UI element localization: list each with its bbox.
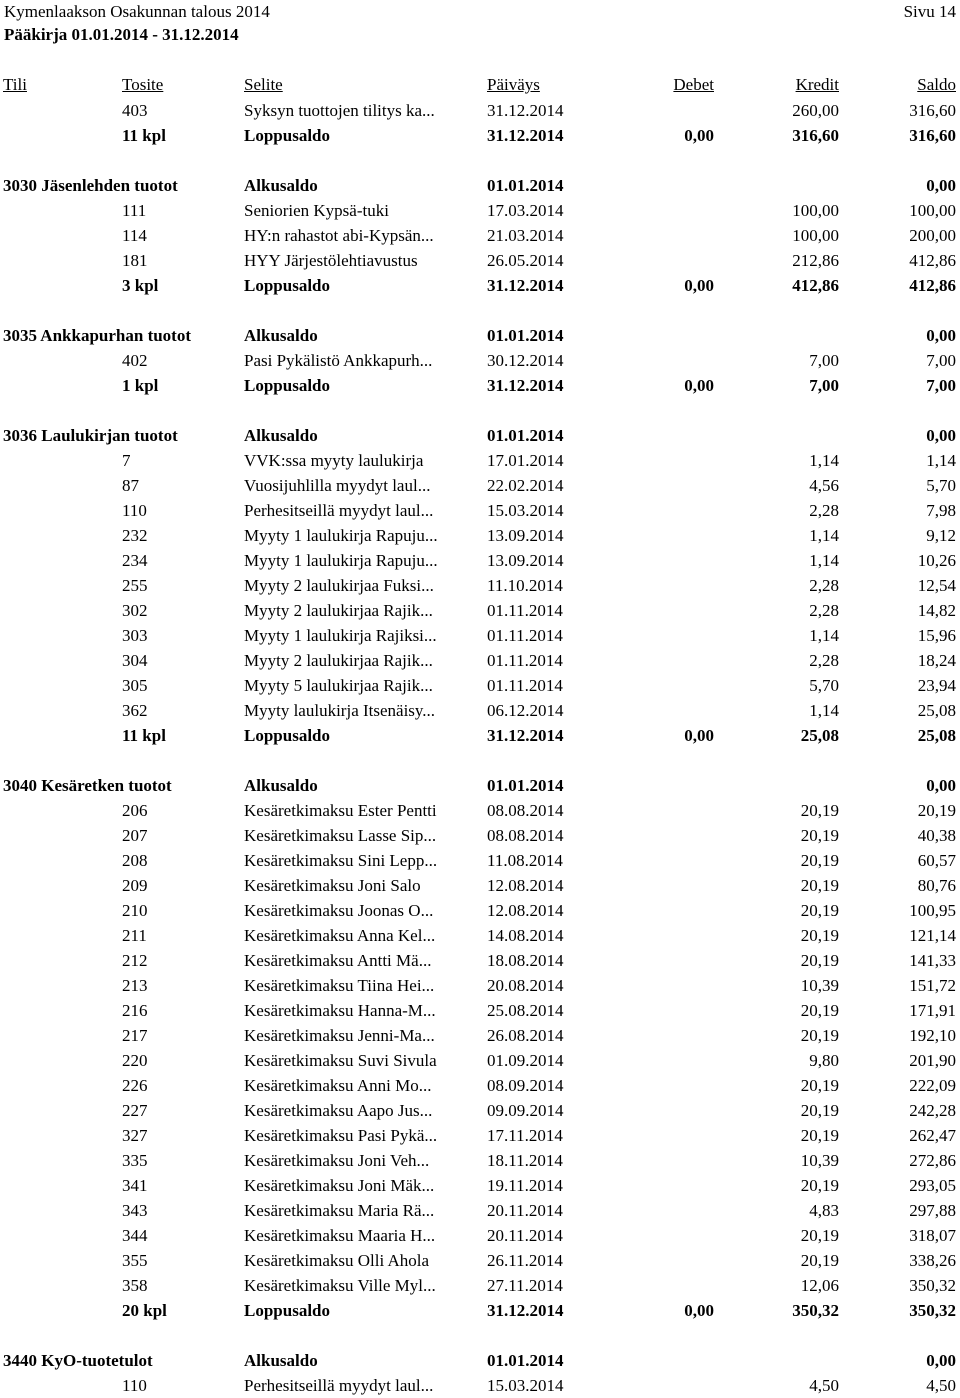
date-cell: 31.12.2014 (487, 1301, 564, 1320)
selite-cell: Kesäretkimaksu Ville Myl... (244, 1276, 436, 1295)
selite-cell: Alkusaldo (244, 176, 318, 195)
selite-cell: Myyty 2 laulukirjaa Rajik... (244, 651, 433, 670)
selite-cell: Myyty 5 laulukirjaa Rajik... (244, 676, 433, 695)
account-cell: 3440 KyO-tuotetulot (3, 1351, 153, 1370)
date-cell: 11.08.2014 (487, 851, 563, 870)
saldo-cell: 7,98 (926, 501, 956, 520)
kredit-cell: 1,14 (809, 626, 839, 645)
date-cell: 25.08.2014 (487, 1001, 564, 1020)
tosite-cell: 304 (122, 651, 148, 670)
debet-cell: 0,00 (684, 1301, 714, 1320)
table-row (0, 498, 960, 523)
column-header-selite[interactable]: Selite (244, 75, 283, 94)
tosite-cell: 227 (122, 1101, 148, 1120)
kredit-cell: 212,86 (792, 251, 839, 270)
saldo-cell: 272,86 (909, 1151, 956, 1170)
tosite-cell: 343 (122, 1201, 148, 1220)
date-cell: 18.11.2014 (487, 1151, 563, 1170)
kredit-cell: 20,19 (800, 1076, 839, 1095)
date-cell: 01.01.2014 (487, 176, 564, 195)
saldo-cell: 14,82 (917, 601, 956, 620)
kredit-cell: 20,19 (800, 1251, 839, 1270)
tosite-cell: 217 (122, 1026, 148, 1045)
selite-cell: Kesäretkimaksu Jenni-Ma... (244, 1026, 435, 1045)
total-row (0, 723, 960, 748)
table-row (0, 1073, 960, 1098)
selite-cell: Kesäretkimaksu Anna Kel... (244, 926, 436, 945)
kredit-cell: 316,60 (792, 126, 839, 145)
spacer-row (0, 1323, 960, 1348)
kredit-cell: 20,19 (800, 901, 839, 920)
date-cell: 31.12.2014 (487, 126, 564, 145)
total-row (0, 123, 960, 148)
tosite-cell: 209 (122, 876, 148, 895)
date-cell: 12.08.2014 (487, 901, 564, 920)
tosite-cell: 3 kpl (122, 276, 159, 295)
date-cell: 26.05.2014 (487, 251, 564, 270)
kredit-cell: 20,19 (800, 876, 839, 895)
table-row (0, 548, 960, 573)
date-cell: 30.12.2014 (487, 351, 564, 370)
date-cell: 01.11.2014 (487, 626, 563, 645)
table-row (0, 873, 960, 898)
saldo-cell: 293,05 (909, 1176, 956, 1195)
saldo-cell: 171,91 (909, 1001, 956, 1020)
table-row (0, 848, 960, 873)
table-row (0, 798, 960, 823)
account-cell: 3036 Laulukirjan tuotot (3, 426, 178, 445)
tosite-cell: 114 (122, 226, 147, 245)
selite-cell: Myyty 1 laulukirja Rapuju... (244, 526, 438, 545)
table-row (0, 98, 960, 123)
date-cell: 01.01.2014 (487, 426, 564, 445)
selite-cell: Kesäretkimaksu Anni Mo... (244, 1076, 432, 1095)
table-row (0, 823, 960, 848)
tosite-cell: 110 (122, 1376, 147, 1395)
saldo-cell: 316,60 (909, 126, 956, 145)
table-row (0, 348, 960, 373)
tosite-cell: 111 (122, 201, 147, 220)
date-cell: 31.12.2014 (487, 276, 564, 295)
saldo-cell: 100,95 (909, 901, 956, 920)
account-cell: 3035 Ankkapurhan tuotot (3, 326, 192, 345)
saldo-cell: 4,50 (926, 1376, 956, 1395)
table-row (0, 923, 960, 948)
kredit-cell: 350,32 (792, 1301, 839, 1320)
saldo-cell: 10,26 (917, 551, 956, 570)
column-header-paivays[interactable]: Päiväys (487, 75, 540, 94)
saldo-cell: 350,32 (909, 1276, 956, 1295)
selite-cell: HY:n rahastot abi-Kypsän... (244, 226, 434, 245)
date-cell: 20.11.2014 (487, 1201, 563, 1220)
kredit-cell: 4,50 (809, 1376, 839, 1395)
selite-cell: Myyty 1 laulukirja Rapuju... (244, 551, 438, 570)
saldo-cell: 0,00 (926, 176, 956, 195)
selite-cell: Kesäretkimaksu Suvi Sivula (244, 1051, 437, 1070)
debet-cell: 0,00 (684, 726, 714, 745)
table-row (0, 448, 960, 473)
saldo-cell: 350,32 (909, 1301, 956, 1320)
saldo-cell: 0,00 (926, 1351, 956, 1370)
tosite-cell: 210 (122, 901, 148, 920)
saldo-cell: 412,86 (909, 251, 956, 270)
date-cell: 01.01.2014 (487, 776, 564, 795)
saldo-cell: 0,00 (926, 426, 956, 445)
total-row (0, 273, 960, 298)
kredit-cell: 2,28 (809, 501, 839, 520)
selite-cell: Kesäretkimaksu Sini Lepp... (244, 851, 438, 870)
date-cell: 01.01.2014 (487, 1351, 564, 1370)
date-cell: 01.09.2014 (487, 1051, 564, 1070)
kredit-cell: 10,39 (800, 976, 839, 995)
saldo-cell: 151,72 (909, 976, 956, 995)
saldo-cell: 23,94 (917, 676, 956, 695)
column-header-kredit[interactable]: Kredit (795, 75, 839, 94)
selite-cell: Kesäretkimaksu Lasse Sip... (244, 826, 437, 845)
date-cell: 15.03.2014 (487, 501, 564, 520)
selite-cell: Kesäretkimaksu Ester Pentti (244, 801, 437, 820)
table-row (0, 573, 960, 598)
kredit-cell: 2,28 (809, 651, 839, 670)
tosite-cell: 255 (122, 576, 148, 595)
table-row (0, 1023, 960, 1048)
date-cell: 26.08.2014 (487, 1026, 564, 1045)
table-row (0, 523, 960, 548)
kredit-cell: 1,14 (809, 701, 839, 720)
tosite-cell: 335 (122, 1151, 148, 1170)
table-row (0, 248, 960, 273)
table-row (0, 1098, 960, 1123)
kredit-cell: 20,19 (800, 1001, 839, 1020)
date-cell: 12.08.2014 (487, 876, 564, 895)
tosite-cell: 226 (122, 1076, 148, 1095)
date-cell: 01.11.2014 (487, 601, 563, 620)
tosite-cell: 355 (122, 1251, 148, 1270)
kredit-cell: 7,00 (809, 376, 839, 395)
date-cell: 20.11.2014 (487, 1226, 563, 1245)
kredit-cell: 20,19 (800, 826, 839, 845)
kredit-cell: 260,00 (792, 101, 839, 120)
tosite-cell: 207 (122, 826, 148, 845)
saldo-cell: 0,00 (926, 776, 956, 795)
table-row (0, 998, 960, 1023)
tosite-cell: 402 (122, 351, 148, 370)
saldo-cell: 80,76 (917, 876, 956, 895)
table-row (0, 1223, 960, 1248)
saldo-cell: 1,14 (926, 451, 956, 470)
kredit-cell: 2,28 (809, 601, 839, 620)
report-title: Pääkirja 01.01.2014 - 31.12.2014 (4, 25, 239, 44)
date-cell: 17.03.2014 (487, 201, 564, 220)
date-cell: 31.12.2014 (487, 726, 564, 745)
kredit-cell: 20,19 (800, 1026, 839, 1045)
kredit-cell: 20,19 (800, 801, 839, 820)
date-cell: 13.09.2014 (487, 551, 564, 570)
spacer-row (0, 298, 960, 323)
kredit-cell: 20,19 (800, 1126, 839, 1145)
saldo-cell: 15,96 (917, 626, 956, 645)
tosite-cell: 20 kpl (122, 1301, 167, 1320)
tosite-cell: 87 (122, 476, 139, 495)
spacer-row (0, 398, 960, 423)
table-row (0, 948, 960, 973)
date-cell: 01.11.2014 (487, 676, 563, 695)
account-header-row (0, 773, 960, 798)
kredit-cell: 12,06 (800, 1276, 839, 1295)
selite-cell: Loppusaldo (244, 726, 330, 745)
tosite-cell: 11 kpl (122, 126, 166, 145)
saldo-cell: 40,38 (917, 826, 956, 845)
tosite-cell: 181 (122, 251, 148, 270)
saldo-cell: 141,33 (909, 951, 956, 970)
kredit-cell: 20,19 (800, 851, 839, 870)
date-cell: 19.11.2014 (487, 1176, 563, 1195)
selite-cell: Kesäretkimaksu Joni Veh... (244, 1151, 430, 1170)
selite-cell: Kesäretkimaksu Joni Salo (244, 876, 421, 895)
tosite-cell: 403 (122, 101, 148, 120)
table-row (0, 598, 960, 623)
tosite-cell: 358 (122, 1276, 148, 1295)
kredit-cell: 1,14 (809, 526, 839, 545)
column-header-debet[interactable]: Debet (673, 75, 714, 94)
saldo-cell: 0,00 (926, 326, 956, 345)
ledger-table (0, 98, 960, 1398)
selite-cell: Kesäretkimaksu Aapo Jus... (244, 1101, 433, 1120)
column-header-saldo[interactable]: Saldo (917, 75, 956, 94)
table-row (0, 1373, 960, 1398)
tosite-cell: 208 (122, 851, 148, 870)
selite-cell: Loppusaldo (244, 1301, 330, 1320)
column-header-tili[interactable]: Tili (3, 75, 27, 94)
date-cell: 21.03.2014 (487, 226, 564, 245)
kredit-cell: 20,19 (800, 1101, 839, 1120)
date-cell: 31.12.2014 (487, 101, 564, 120)
account-header-row (0, 323, 960, 348)
selite-cell: Seniorien Kypsä-tuki (244, 201, 389, 220)
total-row (0, 373, 960, 398)
account-cell: 3030 Jäsenlehden tuotot (3, 176, 178, 195)
saldo-cell: 222,09 (909, 1076, 956, 1095)
table-row (0, 623, 960, 648)
saldo-cell: 338,26 (909, 1251, 956, 1270)
date-cell: 08.08.2014 (487, 826, 564, 845)
selite-cell: Loppusaldo (244, 376, 330, 395)
tosite-cell: 1 kpl (122, 376, 159, 395)
date-cell: 13.09.2014 (487, 526, 564, 545)
saldo-cell: 262,47 (909, 1126, 956, 1145)
saldo-cell: 316,60 (909, 101, 956, 120)
kredit-cell: 412,86 (792, 276, 839, 295)
kredit-cell: 1,14 (809, 551, 839, 570)
selite-cell: Loppusaldo (244, 126, 330, 145)
selite-cell: Kesäretkimaksu Antti Mä... (244, 951, 432, 970)
saldo-cell: 318,07 (909, 1226, 956, 1245)
kredit-cell: 20,19 (800, 1226, 839, 1245)
selite-cell: Kesäretkimaksu Joni Mäk... (244, 1176, 435, 1195)
tosite-cell: 220 (122, 1051, 148, 1070)
table-row (0, 1173, 960, 1198)
saldo-cell: 9,12 (926, 526, 956, 545)
tosite-cell: 232 (122, 526, 148, 545)
date-cell: 26.11.2014 (487, 1251, 563, 1270)
tosite-cell: 206 (122, 801, 148, 820)
selite-cell: Alkusaldo (244, 426, 318, 445)
date-cell: 01.01.2014 (487, 326, 564, 345)
table-row (0, 223, 960, 248)
kredit-cell: 20,19 (800, 926, 839, 945)
debet-cell: 0,00 (684, 376, 714, 395)
saldo-cell: 25,08 (917, 726, 956, 745)
saldo-cell: 60,57 (917, 851, 956, 870)
saldo-cell: 200,00 (909, 226, 956, 245)
tosite-cell: 213 (122, 976, 148, 995)
tosite-cell: 7 (122, 451, 131, 470)
selite-cell: Kesäretkimaksu Olli Ahola (244, 1251, 430, 1270)
saldo-cell: 412,86 (909, 276, 956, 295)
kredit-cell: 100,00 (792, 201, 839, 220)
date-cell: 06.12.2014 (487, 701, 564, 720)
saldo-cell: 7,00 (926, 351, 956, 370)
table-row (0, 1248, 960, 1273)
table-row (0, 1148, 960, 1173)
tosite-cell: 234 (122, 551, 148, 570)
date-cell: 27.11.2014 (487, 1276, 563, 1295)
date-cell: 17.11.2014 (487, 1126, 563, 1145)
saldo-cell: 297,88 (909, 1201, 956, 1220)
tosite-cell: 216 (122, 1001, 148, 1020)
tosite-cell: 362 (122, 701, 148, 720)
table-row (0, 1198, 960, 1223)
selite-cell: Myyty 1 laulukirja Rajiksi... (244, 626, 437, 645)
column-header-row (0, 75, 960, 97)
page-number: Sivu 14 (903, 2, 956, 21)
selite-cell: Kesäretkimaksu Joonas O... (244, 901, 434, 920)
selite-cell: VVK:ssa myyty laulukirja (244, 451, 424, 470)
tosite-cell: 302 (122, 601, 148, 620)
table-row (0, 973, 960, 998)
saldo-cell: 121,14 (909, 926, 956, 945)
table-row (0, 898, 960, 923)
table-row (0, 1048, 960, 1073)
account-header-row (0, 173, 960, 198)
date-cell: 11.10.2014 (487, 576, 563, 595)
total-row (0, 1298, 960, 1323)
debet-cell: 0,00 (684, 126, 714, 145)
date-cell: 08.09.2014 (487, 1076, 564, 1095)
company-name: Kymenlaakson Osakunnan talous 2014 (4, 2, 270, 21)
kredit-cell: 25,08 (800, 726, 839, 745)
date-cell: 22.02.2014 (487, 476, 564, 495)
saldo-cell: 192,10 (909, 1026, 956, 1045)
selite-cell: Kesäretkimaksu Maaria H... (244, 1226, 436, 1245)
kredit-cell: 20,19 (800, 951, 839, 970)
date-cell: 01.11.2014 (487, 651, 563, 670)
table-row (0, 1123, 960, 1148)
date-cell: 20.08.2014 (487, 976, 564, 995)
tosite-cell: 303 (122, 626, 148, 645)
kredit-cell: 1,14 (809, 451, 839, 470)
spacer-row (0, 148, 960, 173)
selite-cell: Kesäretkimaksu Hanna-M... (244, 1001, 436, 1020)
tosite-cell: 110 (122, 501, 147, 520)
saldo-cell: 25,08 (917, 701, 956, 720)
saldo-cell: 5,70 (926, 476, 956, 495)
kredit-cell: 100,00 (792, 226, 839, 245)
table-row (0, 198, 960, 223)
table-row (0, 698, 960, 723)
debet-cell: 0,00 (684, 276, 714, 295)
account-cell: 3040 Kesäretken tuotot (3, 776, 172, 795)
kredit-cell: 7,00 (809, 351, 839, 370)
kredit-cell: 4,83 (809, 1201, 839, 1220)
kredit-cell: 4,56 (809, 476, 839, 495)
selite-cell: Myyty 2 laulukirjaa Fuksi... (244, 576, 434, 595)
selite-cell: Syksyn tuottojen tilitys ka... (244, 101, 435, 120)
selite-cell: Kesäretkimaksu Pasi Pykä... (244, 1126, 438, 1145)
account-header-row (0, 423, 960, 448)
saldo-cell: 18,24 (917, 651, 956, 670)
tosite-cell: 11 kpl (122, 726, 166, 745)
selite-cell: Loppusaldo (244, 276, 330, 295)
selite-cell: Myyty laulukirja Itsenäisy... (244, 701, 436, 720)
date-cell: 15.03.2014 (487, 1376, 564, 1395)
selite-cell: Perhesitseillä myydyt laul... (244, 501, 434, 520)
date-cell: 14.08.2014 (487, 926, 564, 945)
spacer-row (0, 748, 960, 773)
tosite-cell: 211 (122, 926, 147, 945)
selite-cell: Alkusaldo (244, 1351, 318, 1370)
kredit-cell: 9,80 (809, 1051, 839, 1070)
table-row (0, 673, 960, 698)
selite-cell: HYY Järjestölehtiavustus (244, 251, 418, 270)
date-cell: 17.01.2014 (487, 451, 564, 470)
kredit-cell: 20,19 (800, 1176, 839, 1195)
account-header-row (0, 1348, 960, 1373)
date-cell: 09.09.2014 (487, 1101, 564, 1120)
saldo-cell: 201,90 (909, 1051, 956, 1070)
selite-cell: Pasi Pykälistö Ankkapurh... (244, 351, 433, 370)
saldo-cell: 100,00 (909, 201, 956, 220)
table-row (0, 648, 960, 673)
table-row (0, 1273, 960, 1298)
selite-cell: Alkusaldo (244, 776, 318, 795)
saldo-cell: 7,00 (926, 376, 956, 395)
date-cell: 08.08.2014 (487, 801, 564, 820)
selite-cell: Kesäretkimaksu Maria Rä... (244, 1201, 435, 1220)
selite-cell: Perhesitseillä myydyt laul... (244, 1376, 434, 1395)
tosite-cell: 341 (122, 1176, 148, 1195)
selite-cell: Alkusaldo (244, 326, 318, 345)
column-header-tosite[interactable]: Tosite (122, 75, 164, 94)
tosite-cell: 327 (122, 1126, 148, 1145)
saldo-cell: 12,54 (917, 576, 956, 595)
selite-cell: Myyty 2 laulukirjaa Rajik... (244, 601, 433, 620)
tosite-cell: 344 (122, 1226, 148, 1245)
kredit-cell: 5,70 (809, 676, 839, 695)
tosite-cell: 212 (122, 951, 148, 970)
kredit-cell: 10,39 (800, 1151, 839, 1170)
saldo-cell: 242,28 (909, 1101, 956, 1120)
table-row (0, 473, 960, 498)
kredit-cell: 2,28 (809, 576, 839, 595)
saldo-cell: 20,19 (917, 801, 956, 820)
date-cell: 18.08.2014 (487, 951, 564, 970)
selite-cell: Kesäretkimaksu Tiina Hei... (244, 976, 435, 995)
selite-cell: Vuosijuhlilla myydyt laul... (244, 476, 431, 495)
tosite-cell: 305 (122, 676, 148, 695)
date-cell: 31.12.2014 (487, 376, 564, 395)
